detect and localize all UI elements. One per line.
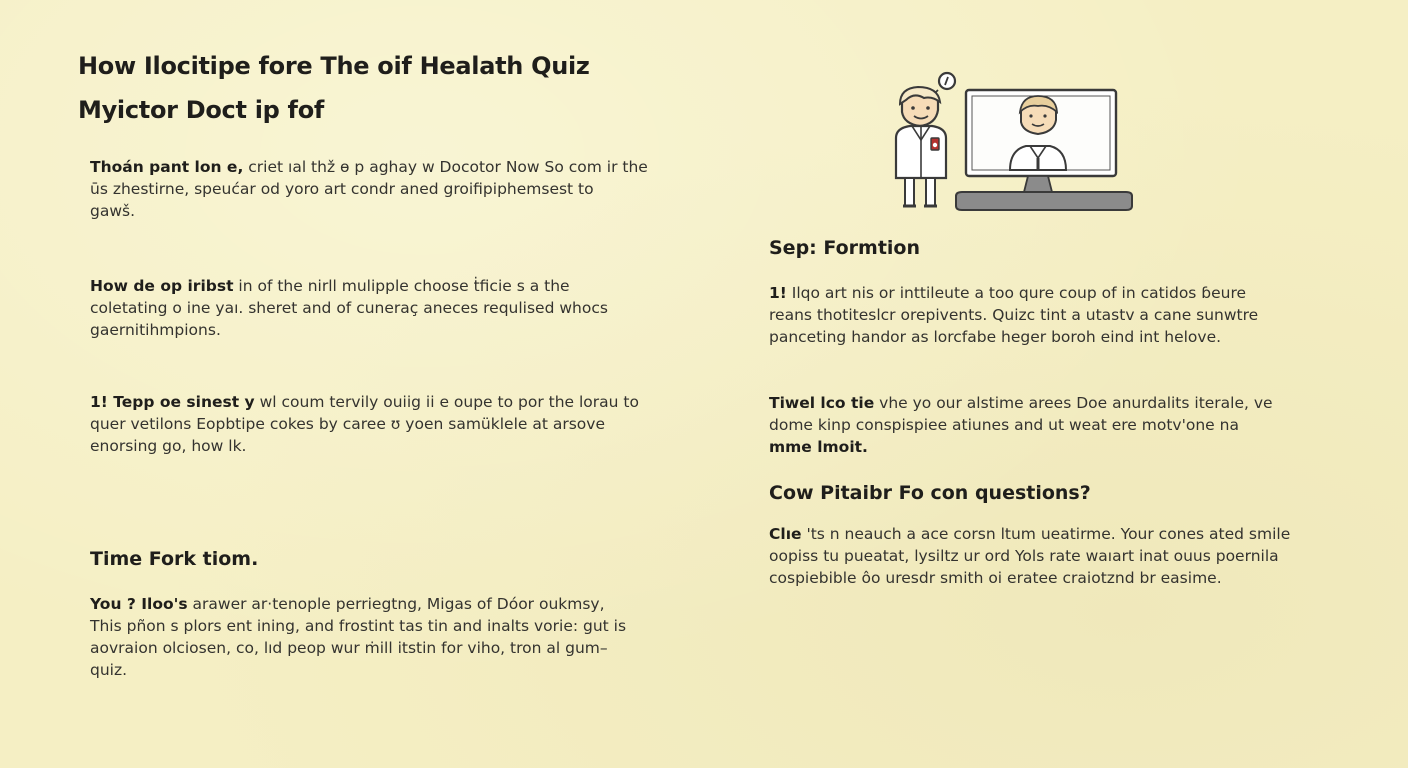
paragraph-lead: Thoán pant lon e,	[90, 158, 244, 176]
right-paragraph-1	[769, 282, 1269, 348]
right-paragraph-2	[769, 392, 1273, 458]
paragraph-text: Ilqo art nis or inttileute a too qure coup of in catidos ɓeure	[786, 284, 1247, 302]
paragraph-text: This pñon s plors ent ining, and frostint tas tin and inalts vorie: gut is	[90, 617, 627, 635]
paragraph-text: quer vetilons Eopbtipe cokes by caree ʊ yoen samüklele at arsove	[90, 415, 605, 433]
paragraph-text: criet ıal thž ɵ p aghay w Docotor Now So com ir the	[243, 158, 648, 176]
paragraph-text: panceting handor as lorcfabe heger boroh eind int helove.	[769, 328, 1222, 346]
left-paragraph-3	[90, 391, 650, 457]
section-heading-time: Time Fork tiom.	[90, 548, 259, 570]
page-title	[78, 44, 698, 132]
title-line-2: Myictor Doct ip fof	[78, 96, 325, 124]
paragraph-text: 'ts n neauch a ace corsn ltum ueatirme. Your cones ated smile	[801, 525, 1291, 543]
paragraph-text: in of the nirll mulipple choose ṫficie s a the	[233, 277, 570, 295]
paragraph-text: oopiss tu pueatat, lysiltz ur ord Yols rate waıart inat ouus poernila	[769, 547, 1279, 565]
paragraph-text: dome kinp conspispiee atiunes and ut weat ere motv'one na	[769, 416, 1239, 434]
right-paragraph-3	[769, 523, 1291, 589]
paragraph-text: wl coum tervily ouiig ii e oupe to por the lorau to	[254, 393, 639, 411]
paragraph-text: aovraion olciosen, co, lıd peop wur ṁill itstin for viho, tron al gum–	[90, 639, 608, 657]
paragraph-text: cospiebible ôo uresdr smith oi eratee craiotznd br easime.	[769, 569, 1222, 587]
paragraph-lead: 1! Tepp oe sinest y	[90, 393, 255, 411]
paragraph-text: ūs zhestirne, speućar od yoro art condr aned groifipiphemsest to	[90, 180, 594, 198]
section-heading-formation: Sep: Formtion	[769, 237, 920, 259]
section-heading-questions: Cow Pitaibr Fo con questions?	[769, 482, 1091, 504]
paragraph-text: gawš.	[90, 202, 136, 220]
paragraph-lead: 1!	[769, 284, 787, 302]
paragraph-text: mme lmoit.	[769, 438, 868, 456]
paragraph-text: gaernitihmpions.	[90, 321, 221, 339]
left-paragraph-4	[90, 593, 630, 681]
monitor-icon	[956, 90, 1132, 210]
telehealth-illustration	[880, 66, 1140, 216]
title-line-1: How Ilocitipe fore The oif Healath Quiz	[78, 52, 590, 80]
paragraph-lead: Tiwel lco tie	[769, 394, 875, 412]
paragraph-text: vhe yo our alstime arees Doe anurdalits iterale, ve	[874, 394, 1273, 412]
doctor-icon	[896, 87, 946, 206]
paragraph-text: reans thotiteslcr orepivents. Quizc tint a utastv a cane sunwtre	[769, 306, 1259, 324]
paragraph-lead: How de op iribst	[90, 277, 234, 295]
paragraph-text: arawer ar·tenople perriegtng, Migas of Dóor oukmsy,	[187, 595, 605, 613]
paragraph-lead: You ? Iloo's	[90, 595, 188, 613]
left-paragraph-2	[90, 275, 650, 341]
paragraph-lead: Clıe	[769, 525, 802, 543]
paragraph-text: quiz.	[90, 661, 128, 679]
left-paragraph-1	[90, 156, 650, 222]
paragraph-text: enorsing go, how lk.	[90, 437, 247, 455]
paragraph-text: coletating o ine yaı. sheret and of cuneraç aneces requlised whocs	[90, 299, 608, 317]
